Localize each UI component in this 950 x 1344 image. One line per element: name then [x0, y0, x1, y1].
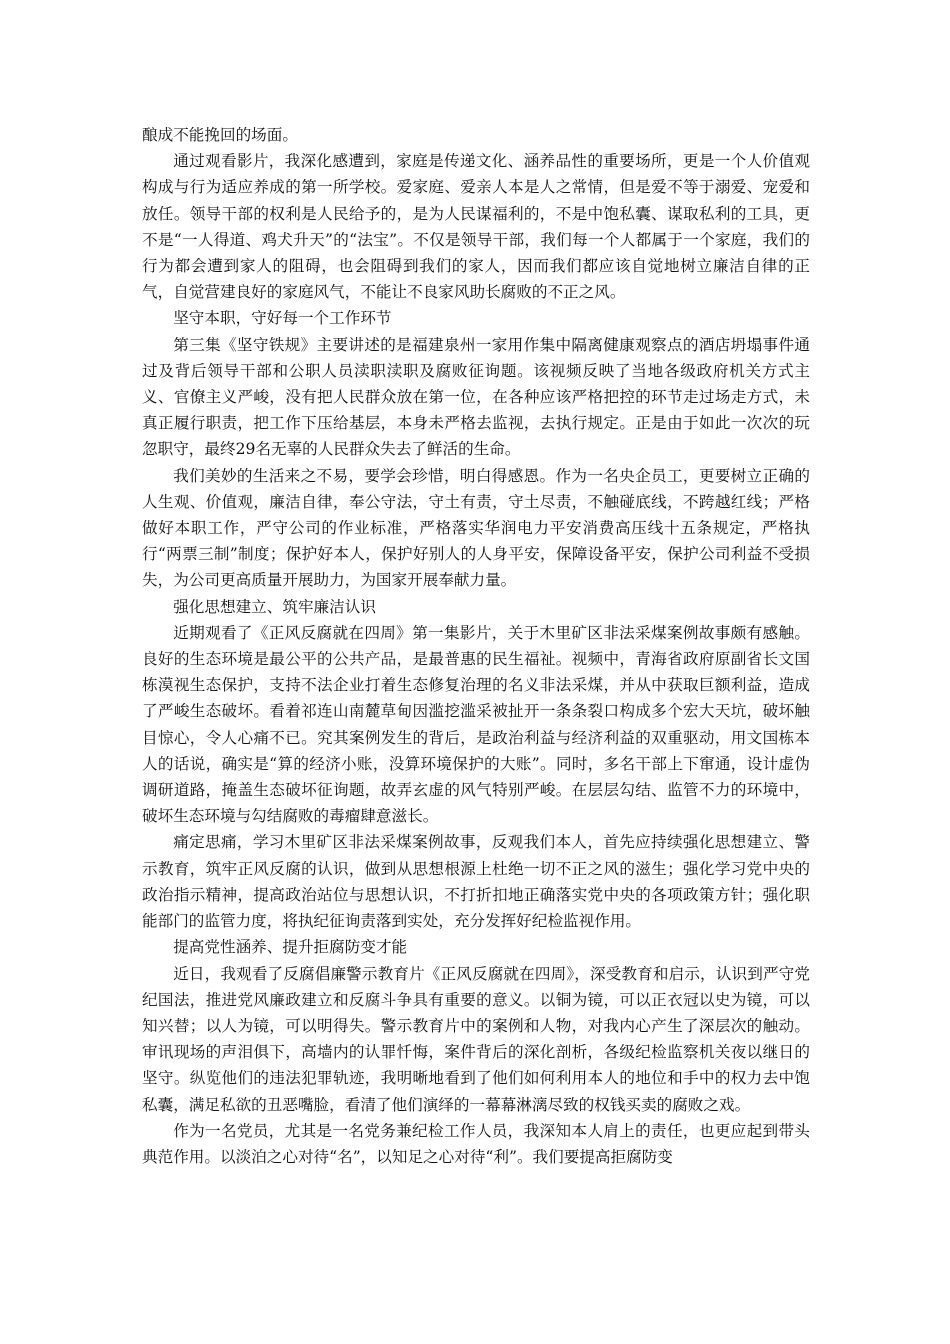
document-page [142, 122, 810, 1170]
section-heading: 强化思想建立、筑牢廉洁认识 [173, 597, 376, 616]
paragraph: 痛定思痛，学习木里矿区非法采煤案例故事，反观我们本人，首先应持续强化思想建立、警示教育，筑牢正风反腐的认识，做到从思想根源上杜绝一切不正之风的滋生；强化学习党中央的政治指示精神，提高政治站位与思想认识，不打折扣地正确落实党中央的各项政策方针；强化职能部门的监管力度，将执纪征询责落到实处，充分发挥好纪检监视作用。 [142, 833, 810, 931]
paragraph: 通过观看影片，我深化感遭到，家庭是传递文化、涵养品性的重要场所，更是一个人价值观构成与行为适应养成的第一所学校。爱家庭、爱亲人本是人之常情，但是爱不等于溺爱、宠爱和放任。领导干部的权利是人民给予的，是为人民谋福利的，不是中饱私囊、谋取私利的工具，更不是“一人得道、鸡犬升天”的“法宝”。不仅是领导干部，我们每一个人都属于一个家庭，我们的行为都会遭到家人的阻碍，也会阻碍到我们的家人，因而我们都应该自觉地树立廉洁自律的正气，自觉营建良好的家庭风气，不能让不良家风助长腐败的不正之风。 [142, 152, 810, 302]
paragraph: 作为一名党员，尤其是一名党务兼纪检工作人员，我深知本人肩上的责任，也更应起到带头典范作用。以淡泊之心对待“名”，以知足之心对待“利”。我们要提高拒腐防变 [142, 1121, 810, 1166]
paragraph: 第三集《坚守铁规》主要讲述的是福建泉州一家用作集中隔离健康观察点的酒店坍塌事件通过及背后领导干部和公职人员渎职渎职及腐败征询题。该视频反映了当地各级政府机关方式主义、官僚主义严峻，没有把人民群众放在第一位，在各种应该严格把控的环节走过场走方式，未真正履行职责，把工作下压给基层，本身未严格去监视，去执行规定。正是由于如此一次次的玩忽职守，最终29名无辜的人民群众失去了鲜活的生命。 [142, 335, 810, 459]
paragraph: 酿成不能挽回的场面。 [142, 126, 298, 144]
section-heading: 提高党性涵养、提升拒腐防变才能 [173, 938, 408, 957]
paragraph: 近期观看了《正风反腐就在四周》第一集影片，关于木里矿区非法采煤案例故事颇有感触。良好的生态环境是最公平的公共产品，是最普惠的民生福祉。视频中，青海省政府原副省长文国栋漠视生态保护，支持不法企业打着生态修复治理的名义非法采煤，并从中获取巨额利益，造成了严峻生态破坏。看着祁连山南麓草甸因滥挖滥采被扯开一条条裂口构成多个宏大天坑，破坏触目惊心，令人心痛不已。究其案例发生的背后，是政治利益与经济利益的双重驱动，用文国栋本人的话说，确实是“算的经济小账，没算环境保护的大账”。同时，多名干部上下窜通，设计虚伪调研道路，掩盖生态破坏征询题，故弄玄虚的风气特别严峻。在层层勾结、监管不力的环境中，破坏生态环境与勾结腐败的毒瘤肆意滋长。 [142, 623, 810, 826]
paragraph: 近日，我观看了反腐倡廉警示教育片《正风反腐就在四周》，深受教育和启示，认识到严守党纪国法，推进党风廉政建立和反腐斗争具有重要的意义。以铜为镜，可以正衣冠以史为镜，可以知兴替；以人为镜，可以明得失。警示教育片中的案例和人物，对我内心产生了深层次的触动。审讯现场的声泪俱下，高墙内的认罪忏悔，案件背后的深化剖析，各级纪检监察机关夜以继日的坚守。纵览他们的违法犯罪轨迹，我明晰地看到了他们如何利用本人的地位和手中的权力去中饱私囊，满足私欲的丑恶嘴脸，看清了他们演绎的一幕幕淋漓尽致的权钱买卖的腐败之戏。 [142, 964, 810, 1114]
section-heading: 坚守本职，守好每一个工作环节 [173, 309, 392, 328]
paragraph: 我们美妙的生活来之不易，要学会珍惜，明白得感恩。作为一名央企员工，更要树立正确的人生观、价值观，廉洁自律，奉公守法，守土有责，守土尽责，不触碰底线，不跨越红线；严格做好本职工作，严守公司的作业标准，严格落实华润电力平安消费高压线十五条规定，严格执行“两票三制”制度；保护好本人，保护好别人的人身平安，保障设备平安，保护公司利益不受损失，为公司更高质量开展助力，为国家开展奉献力量。 [142, 466, 810, 590]
